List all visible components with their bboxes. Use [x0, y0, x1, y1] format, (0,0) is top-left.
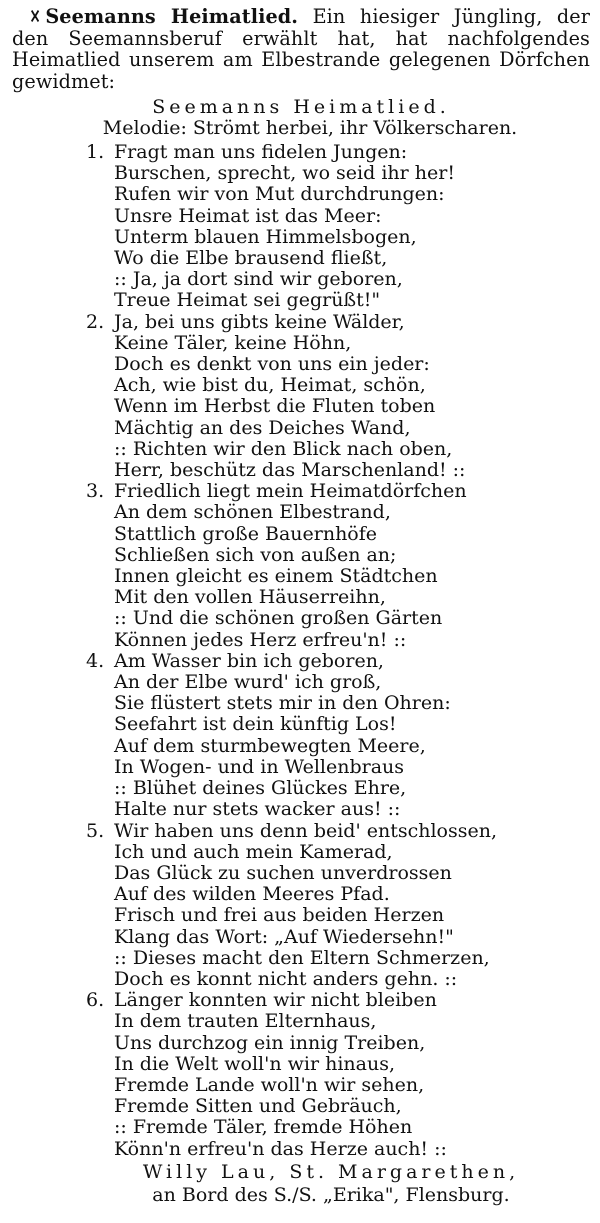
verse-text: Ja, bei uns gibts keine Wälder,	[114, 310, 405, 333]
verse-line	[12, 884, 590, 905]
verse-text: Mit den vollen Häuserreihn,	[114, 586, 386, 609]
verse-line	[12, 757, 590, 778]
verse-line	[12, 969, 590, 990]
verse-text: Wir haben uns denn beid' entschlossen,	[114, 819, 498, 842]
stanza	[12, 481, 590, 651]
verse-line	[12, 1075, 590, 1096]
verse-text: An dem schönen Elbestrand,	[114, 501, 391, 524]
verse-text: Keine Täler, keine Höhn,	[114, 331, 352, 354]
verse-text: :: Richten wir den Blick nach oben,	[114, 437, 453, 460]
verse-line	[12, 842, 590, 863]
intro-text: Ein hiesiger Jüngling, der den Seemannsberuf erwählt hat, hat nachfolgendes Heimatlied unserem am Elbestrande gelegenen Dörfchen gewidmet:	[12, 5, 590, 93]
verse-text: Sie flüstert stets mir in den Ohren:	[114, 692, 451, 715]
verse-text: Unterm blauen Himmelsbogen,	[114, 225, 417, 248]
verse-line	[12, 821, 590, 842]
verse-text: Rufen wir von Mut durchdrungen:	[114, 183, 445, 206]
verse-text: Seefahrt ist dein künftig Los!	[114, 713, 397, 736]
verse-text: Doch es konnt nicht anders gehn. ::	[114, 967, 458, 990]
verse-line	[12, 778, 590, 799]
verse-line	[12, 333, 590, 354]
stanza-number: 5.	[86, 819, 105, 842]
verse-line	[12, 1117, 590, 1138]
verse-line	[12, 545, 590, 566]
verse-line	[12, 248, 590, 269]
song-melody: Melodie: Strömt herbei, ihr Völkerscharen.	[102, 117, 518, 139]
verse-line	[12, 905, 590, 926]
verse-line	[12, 460, 590, 481]
verse-line	[12, 418, 590, 439]
verse-text: Ach, wie bist du, Heimat, schön,	[114, 374, 426, 397]
stanza	[12, 142, 590, 312]
verse-text: Das Glück zu suchen unverdrossen	[114, 861, 452, 884]
author-name: Willy Lau, St. Margarethen,	[142, 1160, 520, 1183]
stanza-number: 2.	[86, 310, 105, 333]
verse-text: Innen gleicht es einem Städtchen	[114, 565, 438, 588]
verse-text: Klang das Wort: „Auf Wiedersehn!"	[114, 925, 454, 948]
verse-text: :: Fremde Täler, fremde Höhen	[114, 1116, 413, 1139]
verse-line	[12, 714, 590, 735]
verse-line	[12, 227, 590, 248]
verse-text: Können jedes Herz erfreu'n! ::	[114, 628, 407, 651]
intro-paragraph	[12, 6, 590, 92]
verse-line	[12, 672, 590, 693]
verse-text: :: Blühet deines Glückes Ehre,	[114, 777, 407, 800]
verse-line	[12, 354, 590, 375]
verse-line	[12, 524, 590, 545]
verse-line	[12, 163, 590, 184]
verse-line	[12, 630, 590, 651]
verse-line	[12, 651, 590, 672]
stanza	[12, 312, 590, 482]
verse-line	[12, 587, 590, 608]
verse-text: In dem trauten Elternhaus,	[114, 1010, 377, 1033]
verse-text: Auf des wilden Meeres Pfad.	[114, 883, 390, 906]
verse-text: :: Dieses macht den Eltern Schmerzen,	[114, 946, 490, 969]
stanza-number: 4.	[86, 649, 105, 672]
verse-line	[12, 990, 590, 1011]
stanza	[12, 990, 590, 1160]
stanza	[12, 821, 590, 991]
verse-text: Ich und auch mein Kamerad,	[114, 840, 393, 863]
stanza-number: 3.	[86, 480, 105, 503]
verse-line	[12, 1139, 590, 1160]
verse-text: Fremde Lande woll'n wir sehen,	[114, 1073, 425, 1096]
verse-text: Uns durchzog ein innig Treiben,	[114, 1031, 426, 1054]
verse-line	[12, 948, 590, 969]
verse-line	[12, 142, 590, 163]
verse-line	[12, 799, 590, 820]
verse-text: Auf dem sturmbewegten Meere,	[114, 734, 426, 757]
verse-text: In die Welt woll'n wir hinaus,	[114, 1052, 396, 1075]
verse-text: Wenn im Herbst die Fluten toben	[114, 395, 436, 418]
verse-text: Wo die Elbe brausend fließt,	[114, 247, 388, 270]
stanza-number: 1.	[86, 141, 105, 163]
verse-text: Könn'n erfreu'n das Herze auch! ::	[114, 1137, 447, 1160]
verse-text: Frisch und frei aus beiden Herzen	[114, 904, 445, 927]
verse-line	[12, 439, 590, 460]
verse-text: Fragt man uns fidelen Jungen:	[114, 141, 408, 163]
stanza-number: 6.	[86, 989, 105, 1012]
stanza-list	[12, 142, 590, 1160]
verse-line	[12, 1011, 590, 1032]
verse-text: Stattlich große Bauernhöfe	[114, 522, 378, 545]
verse-text: Am Wasser bin ich geboren,	[114, 649, 384, 672]
verse-line	[12, 375, 590, 396]
verse-line	[12, 206, 590, 227]
verse-line	[12, 502, 590, 523]
verse-text: :: Und die schönen großen Gärten	[114, 607, 443, 630]
verse-text: Doch es denkt von uns ein jeder:	[114, 353, 430, 376]
verse-line	[12, 481, 590, 502]
verse-text: Treue Heimat sei gegrüßt!"	[114, 289, 381, 312]
verse-line	[12, 290, 590, 311]
verse-line	[12, 1033, 590, 1054]
verse-text: :: Ja, ja dort sind wir geboren,	[114, 268, 403, 291]
verse-text: Schließen sich von außen an;	[114, 543, 397, 566]
verse-line	[12, 693, 590, 714]
verse-text: Fremde Sitten und Gebräuch,	[114, 1095, 402, 1118]
cross-marker-icon: ☓	[30, 5, 41, 28]
verse-text: Burschen, sprecht, wo seid ihr her!	[114, 162, 455, 185]
verse-text: Mächtig an des Deiches Wand,	[114, 416, 411, 439]
verse-line	[12, 566, 590, 587]
verse-line	[12, 927, 590, 948]
verse-line	[12, 396, 590, 417]
author-ship: an Bord des S./S. „Erika", Flensburg.	[152, 1183, 510, 1206]
verse-text: Friedlich liegt mein Heimatdörfchen	[114, 480, 467, 503]
verse-text: Halte nur stets wacker aus! ::	[114, 798, 401, 821]
stanza	[12, 651, 590, 821]
verse-line	[12, 863, 590, 884]
verse-line	[12, 312, 590, 333]
verse-text: Länger konnten wir nicht bleiben	[114, 989, 437, 1012]
verse-text: Unsre Heimat ist das Meer:	[114, 204, 382, 227]
verse-line	[12, 269, 590, 290]
verse-line	[12, 184, 590, 205]
verse-line	[12, 1054, 590, 1075]
verse-line	[12, 736, 590, 757]
intro-headline: Seemanns Heimatlied.	[45, 5, 299, 28]
verse-text: Herr, beschütz das Marschenland! ::	[114, 459, 466, 482]
song-title: Seemanns Heimatlied.	[152, 96, 450, 118]
verse-line	[12, 608, 590, 629]
verse-text: In Wogen- und in Wellenbraus	[114, 755, 405, 778]
verse-text: An der Elbe wurd' ich groß,	[114, 671, 382, 694]
verse-line	[12, 1096, 590, 1117]
